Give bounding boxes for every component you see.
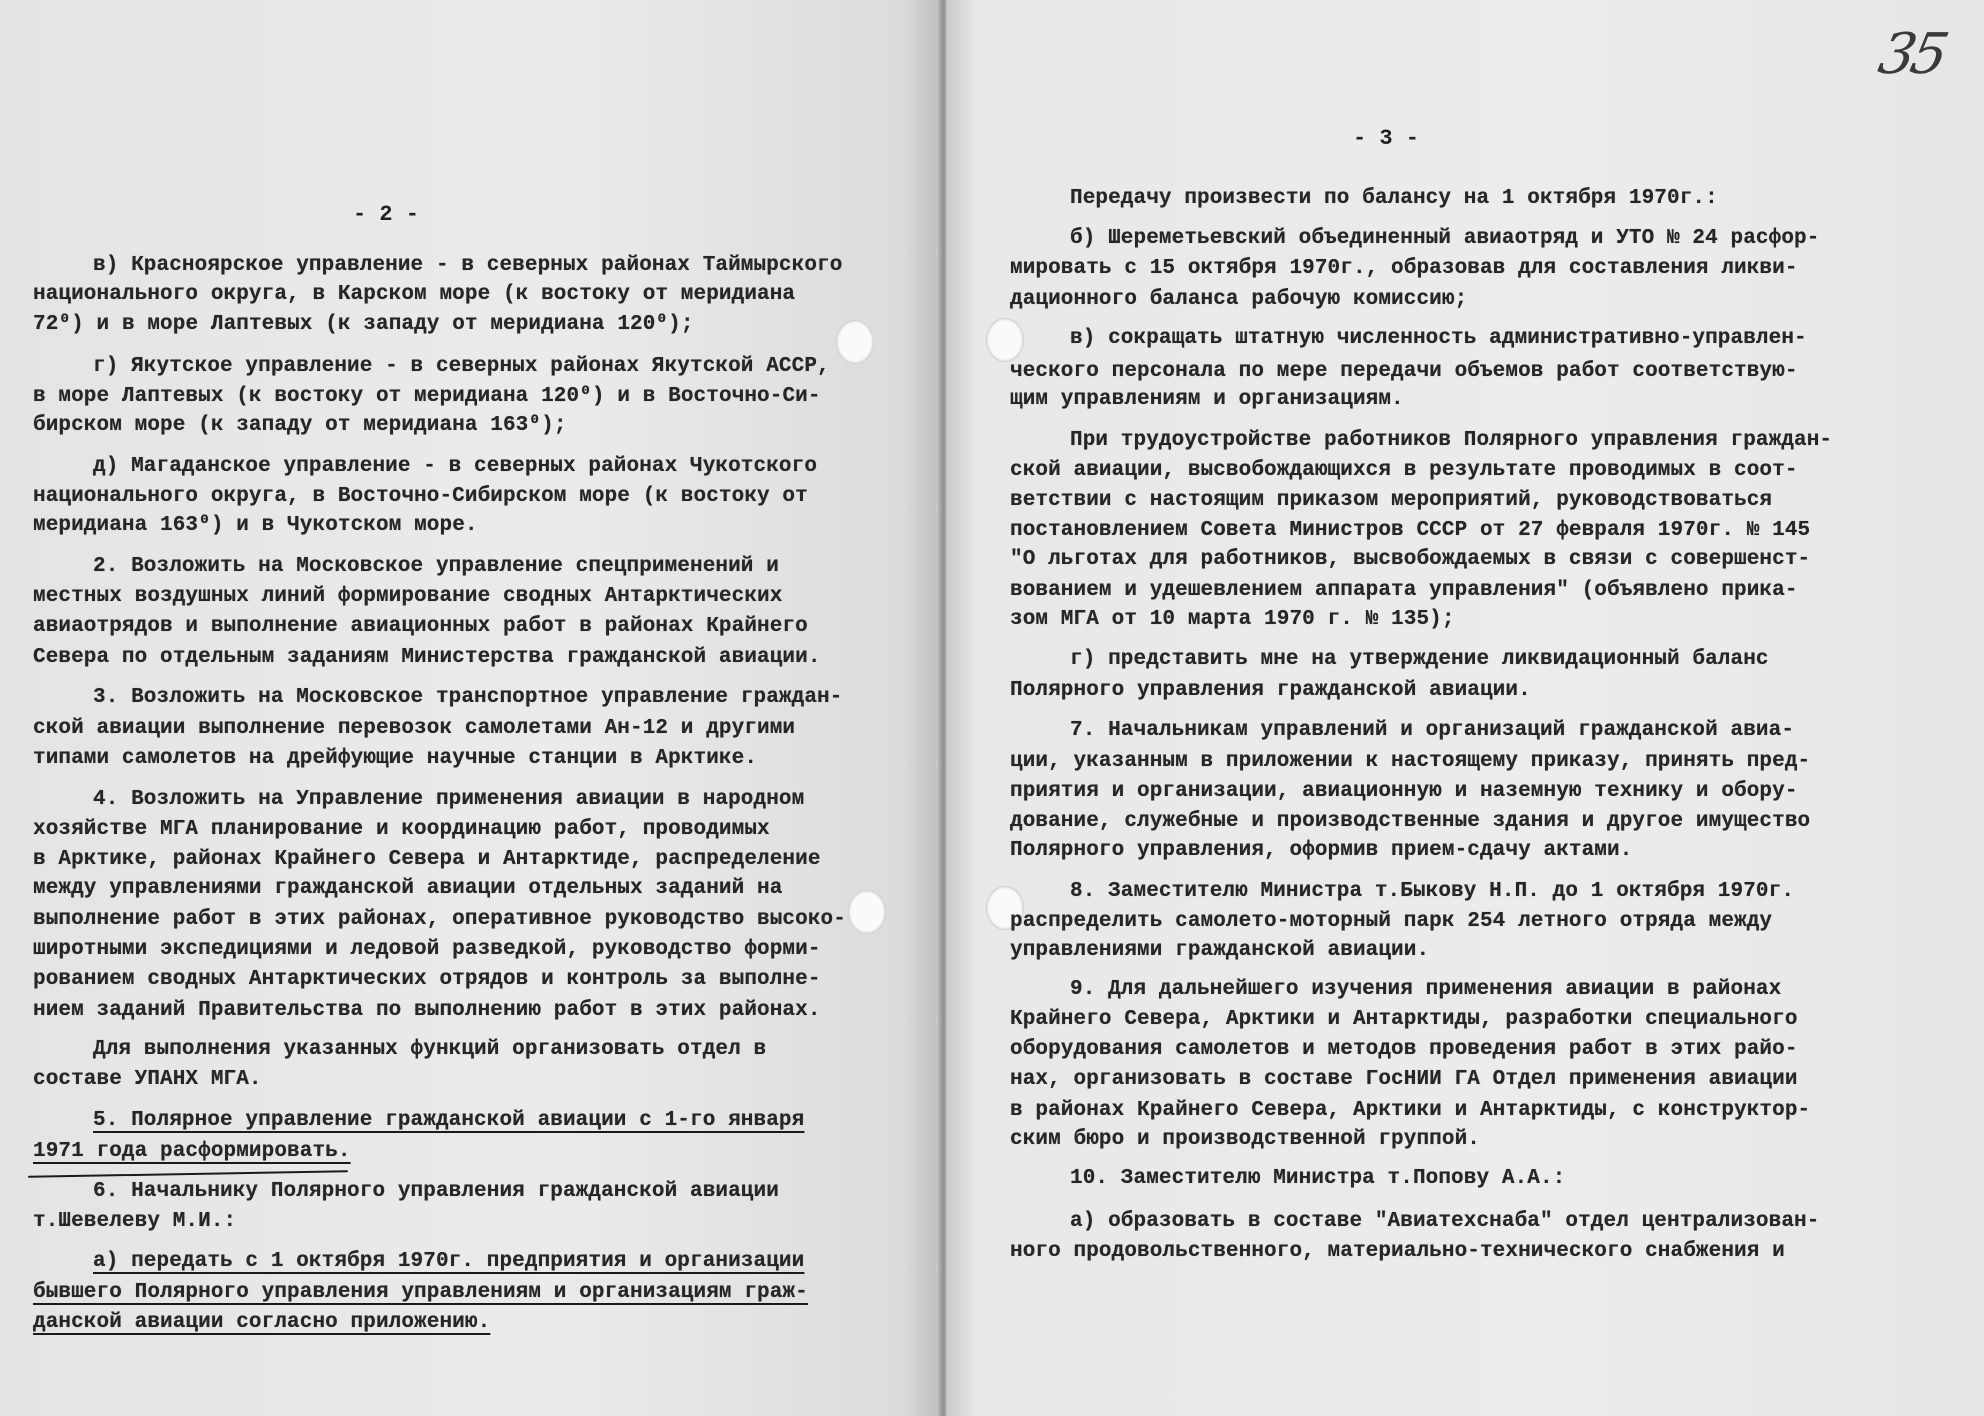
text-line: зом МГА от 10 марта 1970 г. № 135);: [1010, 608, 1455, 631]
text-line: распределить самолето-моторный парк 254 летного отряда между: [1010, 910, 1773, 933]
text-line: т.Шевелеву М.И.:: [33, 1210, 237, 1233]
text-line: ческого персонала по мере передачи объемов работ соответствую-: [1010, 360, 1798, 383]
pen-underline-mark: [28, 1170, 348, 1178]
text-line: меридиана 163⁰) и в Чукотском море.: [33, 514, 478, 537]
text-line: дование, служебные и производственные здания и другое имущество: [1010, 810, 1811, 833]
text-line: хозяйстве МГА планирование и координацию работ, проводимых: [33, 818, 770, 841]
text-line: 1971 года расформировать.: [33, 1140, 351, 1163]
punch-hole: [986, 318, 1024, 362]
text-line: широтными экспедициями и ледовой разведкой, руководство форми-: [33, 938, 821, 961]
text-line: между управлениями гражданской авиации отдельных заданий на: [33, 877, 783, 900]
text-line: Полярного управления, оформив прием-сдачу актами.: [1010, 839, 1633, 862]
text-line: 6. Начальнику Полярного управления гражданской авиации: [93, 1180, 779, 1203]
text-line: национального округа, в Восточно-Сибирском море (к востоку от: [33, 485, 808, 508]
text-line: в Арктике, районах Крайнего Севера и Антарктиде, распределение: [33, 848, 821, 871]
text-line: ции, указанным в приложении к настоящему приказу, принять пред-: [1010, 750, 1811, 773]
text-line: Передачу произвести по балансу на 1 октября 1970г.:: [1070, 187, 1718, 210]
text-line: приятия и организации, авиационную и наземную технику и обору-: [1010, 780, 1798, 803]
text-line: Полярного управления гражданской авиации.: [1010, 679, 1531, 702]
punch-hole: [836, 320, 874, 364]
handwritten-folio-number: 35: [1873, 22, 1951, 87]
text-line: 10. Заместителю Министра т.Попову А.А.:: [1070, 1167, 1566, 1190]
page-number-left: - 2 -: [352, 202, 420, 227]
text-line: бывшего Полярного управления управлениям и организациям граж-: [33, 1281, 808, 1304]
text-line: нием заданий Правительства по выполнению работ в этих районах.: [33, 999, 821, 1022]
text-line: Для выполнения указанных функций организовать отдел в: [93, 1038, 767, 1061]
text-line: а) передать с 1 октября 1970г. предприятия и организации: [93, 1250, 805, 1273]
text-line: нах, организовать в составе ГосНИИ ГА Отдел применения авиации: [1010, 1068, 1798, 1091]
text-line: в) Красноярское управление - в северных районах Таймырского: [93, 254, 843, 277]
text-line: щим управлениям и организациям.: [1010, 388, 1404, 411]
punch-hole: [848, 890, 886, 934]
text-line: ного продовольственного, материально-технического снабжения и: [1010, 1240, 1785, 1263]
left-page: [0, 0, 940, 1416]
text-line: национального округа, в Карском море (к востоку от меридиана: [33, 283, 796, 306]
text-line: ской авиации, высвобождающихся в результате проводимых в соот-: [1010, 459, 1798, 482]
text-line: а) образовать в составе "Авиатехснаба" отдел централизован-: [1070, 1210, 1820, 1233]
text-line: данской авиации согласно приложению.: [33, 1311, 491, 1334]
text-line: 9. Для дальнейшего изучения применения авиации в районах: [1070, 978, 1782, 1001]
text-line: авиаотрядов и выполнение авиационных работ в районах Крайнего: [33, 615, 808, 638]
text-line: составе УПАНХ МГА.: [33, 1068, 262, 1091]
text-line: 8. Заместителю Министра т.Быкову Н.П. до 1 октября 1970г.: [1070, 880, 1795, 903]
text-line: рованием сводных Антарктических отрядов и контроль за выполне-: [33, 968, 821, 991]
text-line: Севера по отдельным заданиям Министерства гражданской авиации.: [33, 646, 821, 669]
text-line: 72⁰) и в море Лаптевых (к западу от меридиана 120⁰);: [33, 313, 694, 336]
text-line: г) представить мне на утверждение ликвидационный баланс: [1070, 648, 1769, 671]
text-line: д) Магаданское управление - в северных районах Чукотского: [93, 455, 818, 478]
right-page: [946, 0, 1984, 1416]
text-line: мировать с 15 октября 1970г., образовав для составления ликви-: [1010, 257, 1798, 280]
text-line: г) Якутское управление - в северных районах Якутской АССР,: [93, 355, 830, 378]
text-line: выполнение работ в этих районах, оперативное руководство высоко-: [33, 908, 846, 931]
text-line: ской авиации выполнение перевозок самолетами Ан-12 и другими: [33, 717, 796, 740]
text-line: ветствии с настоящим приказом мероприятий, руководствоваться: [1010, 489, 1773, 512]
text-line: 2. Возложить на Московское управление спецприменений и: [93, 555, 779, 578]
text-line: 3. Возложить на Московское транспортное управление граждан-: [93, 686, 843, 709]
text-line: постановлением Совета Министров СССР от 27 февраля 1970г. № 145: [1010, 519, 1811, 542]
text-line: ским бюро и производственной группой.: [1010, 1128, 1480, 1151]
text-line: При трудоустройстве работников Полярного управления граждан-: [1070, 429, 1833, 452]
text-line: в) сокращать штатную численность административно-управлен-: [1070, 327, 1807, 350]
text-line: бирском море (к западу от меридиана 163⁰);: [33, 414, 567, 437]
text-line: Крайнего Севера, Арктики и Антарктиды, разработки специального: [1010, 1008, 1798, 1031]
text-line: 7. Начальникам управлений и организаций гражданской авиа-: [1070, 719, 1795, 742]
text-line: типами самолетов на дрейфующие научные станции в Арктике.: [33, 747, 758, 770]
text-line: вованием и удешевлением аппарата управления" (объявлено прика-: [1010, 579, 1798, 602]
text-line: в районах Крайнего Севера, Арктики и Антарктиды, с конструктор-: [1010, 1099, 1811, 1122]
text-line: дационного баланса рабочую комиссию;: [1010, 288, 1468, 311]
text-line: местных воздушных линий формирование сводных Антарктических: [33, 585, 783, 608]
text-line: 5. Полярное управление гражданской авиации с 1-го января: [93, 1109, 805, 1132]
text-line: 4. Возложить на Управление применения авиации в народном: [93, 788, 805, 811]
text-line: "О льготах для работников, высвобождаемых в связи с совершенст-: [1010, 548, 1811, 571]
page-number-right: - 3 -: [1352, 126, 1420, 151]
text-line: управлениями гражданской авиации.: [1010, 939, 1430, 962]
text-line: оборудования самолетов и методов проведения работ в этих райо-: [1010, 1038, 1798, 1061]
text-line: б) Шереметьевский объединенный авиаотряд и УТО № 24 расфор-: [1070, 227, 1820, 250]
text-line: в море Лаптевых (к востоку от меридиана 120⁰) и в Восточно-Си-: [33, 385, 821, 408]
